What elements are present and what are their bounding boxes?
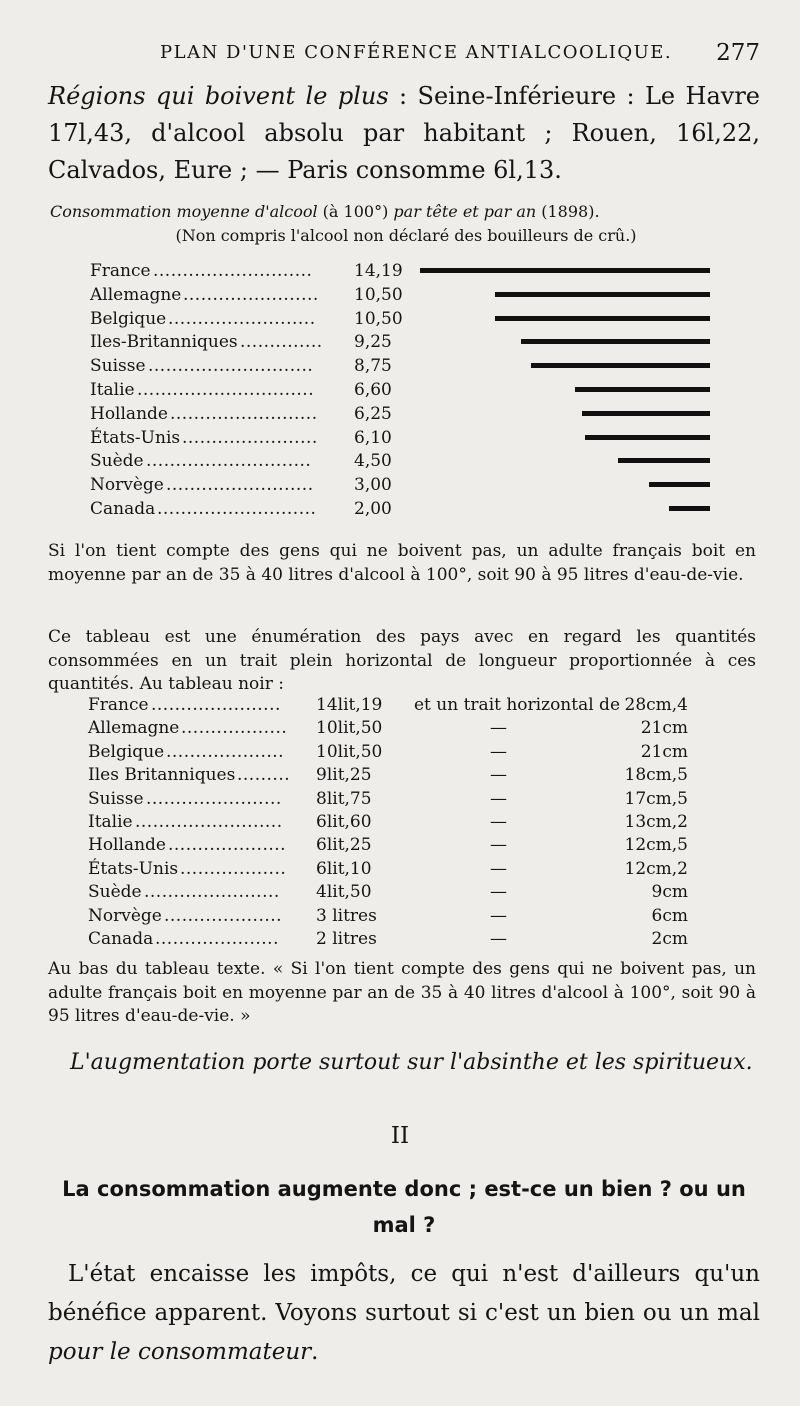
- chart-category-label: Suisse: [90, 356, 146, 377]
- table-row: [88, 905, 728, 929]
- leader-dots: .......................: [183, 284, 319, 305]
- chart-bar: [495, 292, 710, 297]
- table-row: [88, 928, 728, 952]
- leader-dots: ....................: [168, 835, 287, 856]
- table-cell-country: Belgique: [88, 741, 165, 762]
- table-heading-normal-2: (1898).: [536, 202, 600, 221]
- table-cell-dash: —: [490, 741, 507, 762]
- table-cell-length: 18cm,5: [624, 765, 688, 786]
- table-cell-dash: —: [490, 882, 507, 903]
- page-number: 277: [716, 40, 760, 66]
- table-heading-italic-2: par tête et par an: [393, 202, 537, 221]
- table-cell-connector: et un trait horizontal de: [414, 695, 621, 715]
- chart-value-label: 6,60: [354, 380, 392, 400]
- closing-paragraph: [48, 1255, 760, 1372]
- table-cell-country: Canada: [88, 929, 154, 949]
- chart-category-label: Iles-Britanniques: [90, 332, 238, 353]
- table-heading-normal-1: (à 100°): [317, 202, 394, 221]
- table-cell-length: 21cm: [640, 718, 688, 739]
- table-cell-liters: 6lit,10: [316, 858, 372, 879]
- chart-row: [90, 498, 730, 522]
- chart-value-label: 3,00: [354, 475, 392, 496]
- table-heading: [50, 200, 762, 248]
- table-cell-dash: —: [490, 765, 507, 786]
- table-cell-length: 12cm,5: [624, 835, 688, 856]
- leader-dots: ......................: [151, 695, 281, 715]
- leader-dots: ...........................: [153, 261, 313, 281]
- chart-row: [90, 308, 730, 332]
- chart-category-label: Allemagne: [90, 284, 182, 305]
- chart-value-label: 6,25: [354, 403, 392, 424]
- table-cell-liters: 9lit,25: [316, 765, 372, 786]
- table-cell-country: États-Unis: [88, 858, 179, 879]
- paragraph-table-footer: Au bas du tableau texte. « Si l'on tient compte des gens qui ne boivent pas, un adulte français boit en moyenne par an de 35 à 40 litres d'alcool à 100°, soit 90 à 95 litres d'eau-de-vie. »: [48, 959, 756, 1026]
- table-row: [88, 764, 728, 788]
- chart-row: [90, 403, 730, 427]
- chart-bar: [669, 506, 710, 511]
- chart-value-label: 6,10: [354, 427, 392, 448]
- leader-dots: .........................: [135, 812, 283, 832]
- chart-bar: [495, 316, 710, 321]
- chart-category-label: Italie: [90, 380, 135, 400]
- leader-dots: ...........................: [157, 499, 317, 519]
- table-cell-liters: 10lit,50: [316, 741, 383, 762]
- chart-value-label: 8,75: [354, 356, 392, 377]
- closing-text: L'état encaisse les impôts, ce qui n'est d'ailleurs qu'un bénéfice apparent. Voyons surtout si c'est un bien ou un mal: [48, 1261, 760, 1326]
- leader-dots: ..............................: [137, 380, 315, 400]
- chart-bar: [618, 458, 710, 463]
- table-row: [88, 858, 728, 882]
- table-cell-country: Allemagne: [88, 718, 180, 739]
- closing-end: .: [311, 1339, 319, 1365]
- leader-dots: .......................: [182, 427, 318, 448]
- table-cell-country: Norvège: [88, 905, 162, 926]
- table-cell-liters: 4lit,50: [316, 882, 372, 903]
- chart-row: [90, 284, 730, 308]
- table-cell-liters: 6lit,60: [316, 812, 372, 832]
- chart-bar: [649, 482, 710, 487]
- chart-value-label: 2,00: [354, 499, 392, 519]
- table-cell-liters: 6lit,25: [316, 835, 372, 856]
- table-row: [88, 834, 728, 858]
- intro-lead: Régions qui boivent le plus: [48, 82, 389, 110]
- table-heading-italic-1: Consommation moyenne d'alcool: [50, 202, 318, 221]
- table-row: [88, 788, 728, 812]
- chart-category-label: Canada: [90, 499, 156, 519]
- paragraph-table-explanation: Ce tableau est une énumération des pays avec en regard les quantités consommées en un trait plein horizontal de longueur proportionnée à ces quantités. Au tableau noir :: [48, 627, 756, 694]
- leader-dots: .......................: [146, 788, 282, 809]
- running-head: [0, 40, 800, 70]
- chart-row: [90, 355, 730, 379]
- intro-paragraph: [48, 78, 760, 189]
- table-cell-length: 12cm,2: [624, 858, 688, 879]
- table-cell-length: 21cm: [640, 741, 688, 762]
- table-cell-dash: —: [490, 718, 507, 739]
- chart-category-label: Norvège: [90, 475, 164, 496]
- chart-row: [90, 260, 730, 284]
- chart-category-label: États-Unis: [90, 427, 181, 448]
- leader-dots: ............................: [148, 356, 314, 377]
- table-cell-country: Italie: [88, 812, 133, 832]
- leader-dots: .........: [237, 765, 291, 786]
- chart-row: [90, 427, 730, 451]
- section-number: II: [390, 1123, 410, 1149]
- leader-dots: ............................: [146, 451, 312, 472]
- table-row: [88, 694, 728, 718]
- chart-value-label: 10,50: [354, 308, 403, 329]
- table-cell-country: Suède: [88, 882, 142, 903]
- table-cell-length: 28cm,4: [624, 695, 688, 715]
- chart-bar: [420, 268, 710, 273]
- table-cell-length: 9cm: [651, 882, 688, 903]
- table-cell-dash: —: [490, 812, 507, 832]
- chart-row: [90, 379, 730, 403]
- leader-dots: .........................: [168, 308, 316, 329]
- table-cell-liters: 2 litres: [316, 929, 377, 949]
- table-row: [88, 881, 728, 905]
- table-cell-length: 17cm,5: [624, 788, 688, 809]
- chart-category-label: Suède: [90, 451, 144, 472]
- chart-bar: [575, 387, 710, 392]
- table-cell-country: France: [88, 695, 149, 715]
- leader-dots: ....................: [164, 905, 283, 926]
- chart-value-label: 9,25: [354, 332, 392, 353]
- table-row: [88, 717, 728, 741]
- table-cell-liters: 3 litres: [316, 905, 377, 926]
- chart-value-label: 14,19: [354, 261, 403, 281]
- table-cell-length: 13cm,2: [624, 812, 688, 832]
- table-row: [88, 811, 728, 835]
- leader-dots: .......................: [144, 882, 280, 903]
- table-cell-country: Iles Britanniques: [88, 765, 236, 786]
- chart-bar: [521, 339, 710, 344]
- chart-row: [90, 331, 730, 355]
- table-cell-dash: —: [490, 788, 507, 809]
- leader-dots: ..................: [181, 718, 288, 739]
- table-cell-length: 2cm: [651, 929, 688, 949]
- leader-dots: ....................: [166, 741, 285, 762]
- table-cell-liters: 10lit,50: [316, 718, 383, 739]
- leader-dots: .........................: [170, 403, 318, 424]
- chart-category-label: France: [90, 261, 151, 281]
- table-cell-dash: —: [490, 929, 507, 949]
- chart-category-label: Belgique: [90, 308, 167, 329]
- table-cell-dash: —: [490, 858, 507, 879]
- table-cell-dash: —: [490, 905, 507, 926]
- chart-category-label: Hollande: [90, 403, 168, 424]
- table-cell-liters: 14lit,19: [316, 695, 383, 715]
- running-title: PLAN D'UNE CONFÉRENCE ANTIALCOOLIQUE.: [160, 42, 673, 63]
- table-cell-liters: 8lit,75: [316, 788, 372, 809]
- chart-bar: [582, 411, 710, 416]
- chart-value-label: 10,50: [354, 284, 403, 305]
- paragraph-adult-consumption: Si l'on tient compte des gens qui ne boivent pas, un adulte français boit en moyenne par an de 35 à 40 litres d'alcool à 100°, soit 90 à 95 litres d'eau-de-vie.: [48, 541, 756, 585]
- chart-bar: [531, 363, 710, 368]
- chart-row: [90, 474, 730, 498]
- table-cell-dash: —: [490, 835, 507, 856]
- leader-dots: .....................: [155, 929, 279, 949]
- table-cell-country: Suisse: [88, 788, 144, 809]
- table-cell-length: 6cm: [651, 905, 688, 926]
- chart-bar: [585, 435, 710, 440]
- table-heading-line-2: (Non compris l'alcool non déclaré des bouilleurs de crû.): [175, 226, 637, 245]
- chart-row: [90, 450, 730, 474]
- intro-text: : Seine-Inférieure : Le Havre 17l,43, d'alcool absolu par habitant ; Rouen, 16l,22, Calvados, Eure ; — Paris consomme 6l,13.: [48, 82, 761, 184]
- leader-dots: ..................: [180, 858, 287, 879]
- chart-value-label: 4,50: [354, 451, 392, 472]
- summary-line: L'augmentation porte surtout sur l'absinthe et les spiritueux.: [70, 1050, 753, 1075]
- leader-dots: ..............: [240, 332, 323, 353]
- closing-italic: pour le consommateur: [48, 1339, 312, 1365]
- section-heading: La consommation augmente donc ; est-ce un bien ? ou un mal ?: [62, 1177, 746, 1237]
- leader-dots: .........................: [166, 475, 314, 496]
- table-cell-country: Hollande: [88, 835, 166, 856]
- table-row: [88, 741, 728, 765]
